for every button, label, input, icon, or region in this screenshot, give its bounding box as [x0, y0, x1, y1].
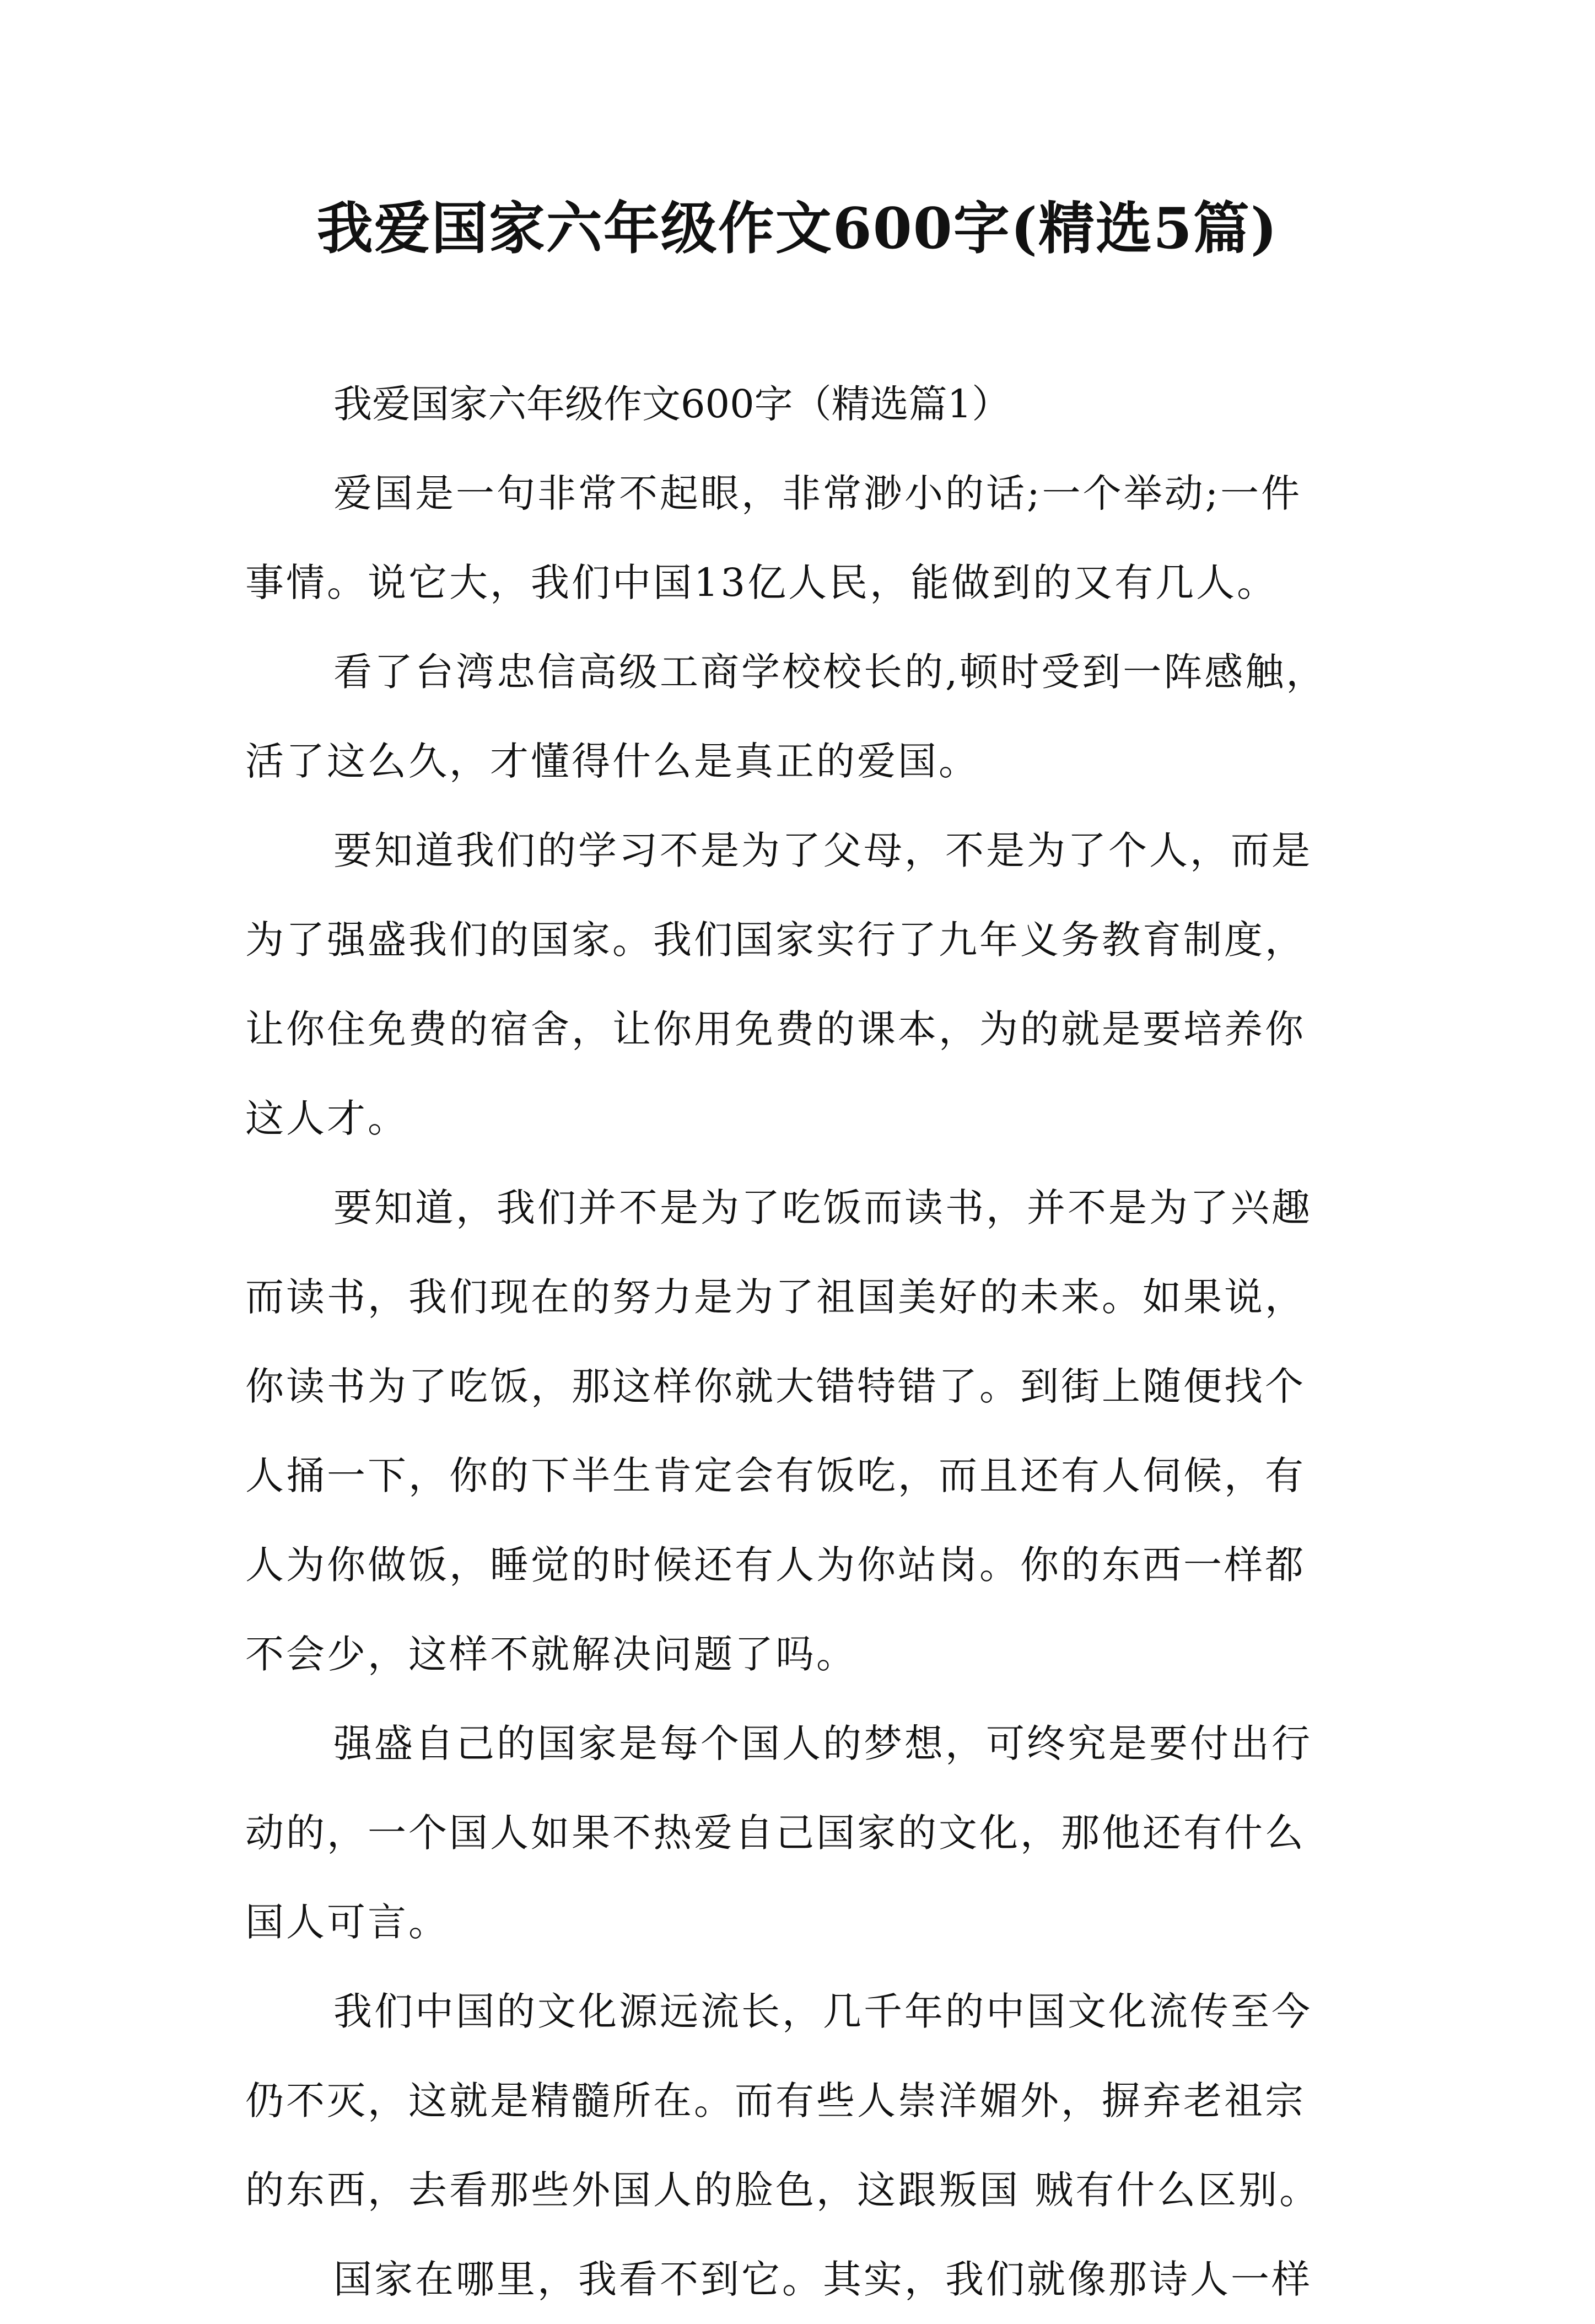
paragraph: [245, 1163, 1375, 1699]
paragraph-line: 你读书为了吃饭，那这样你就大错特错了。到街上随便找个: [245, 1364, 1306, 1409]
paragraph-line: 爱国是一句非常不起眼，非常渺小的话;一个举动;一件: [333, 471, 1302, 516]
paragraph-line: 要知道，我们并不是为了吃饭而读书，并不是为了兴趣: [333, 1185, 1312, 1230]
paragraph-line: 国人可言。: [245, 1900, 449, 1945]
paragraph: [245, 449, 1375, 627]
paragraph: [245, 2235, 1375, 2324]
paragraph-line: 我们中国的文化源远流长，几千年的中国文化流传至今: [333, 1989, 1312, 2034]
paragraph-line: 动的，一个国人如果不热爱自己国家的文化，那他还有什么: [245, 1810, 1306, 1855]
paragraph-line: 看了台湾忠信高级工商学校校长的,顿时受到一阵感触，: [333, 649, 1327, 695]
paragraph-line: 仍不灭，这就是精髓所在。而有些人崇洋媚外，摒弃老祖宗: [245, 2078, 1306, 2123]
document-body: [245, 359, 1375, 2324]
paragraph-line: 事情。说它大，我们中国13亿人民，能做到的又有几人。: [245, 560, 1278, 605]
paragraph: [245, 1967, 1375, 2235]
paragraph-line: 国家在哪里，我看不到它。其实，我们就像那诗人一样: [333, 2257, 1312, 2302]
paragraph-line: 的东西，去看那些外国人的脸色，这跟叛国 贼有什么区别。: [245, 2167, 1321, 2213]
paragraph-line: 人为你做饭，睡觉的时候还有人为你站岗。你的东西一样都: [245, 1542, 1306, 1588]
paragraph-line: 人捅一下，你的下半生肯定会有饭吃，而且还有人伺候，有: [245, 1453, 1306, 1498]
paragraph: [245, 1699, 1375, 1967]
paragraph-line: 活了这么久，才懂得什么是真正的爱国。: [245, 739, 979, 784]
paragraph-line: 要知道我们的学习不是为了父母，不是为了个人，而是: [333, 828, 1312, 873]
document-title: 我爱国家六年级作文600字(精选5篇): [316, 196, 1279, 262]
section-subtitle: 我爱国家六年级作文600字（精选篇1）: [333, 381, 1011, 427]
paragraph: [245, 627, 1375, 806]
paragraph: [245, 806, 1375, 1163]
paragraph-line: 不会少，这样不就解决问题了吗。: [245, 1632, 857, 1677]
paragraph-line: 这人才。: [245, 1096, 408, 1141]
paragraph-line: 而读书，我们现在的努力是为了祖国美好的未来。如果说，: [245, 1274, 1306, 1320]
paragraph-line: 为了强盛我们的国家。我们国家实行了九年义务教育制度，: [245, 917, 1306, 962]
paragraph-line: 强盛自己的国家是每个国人的梦想，可终究是要付出行: [333, 1721, 1312, 1766]
paragraph-line: 让你住免费的宿舍，让你用免费的课本，为的就是要培养你: [245, 1007, 1306, 1052]
